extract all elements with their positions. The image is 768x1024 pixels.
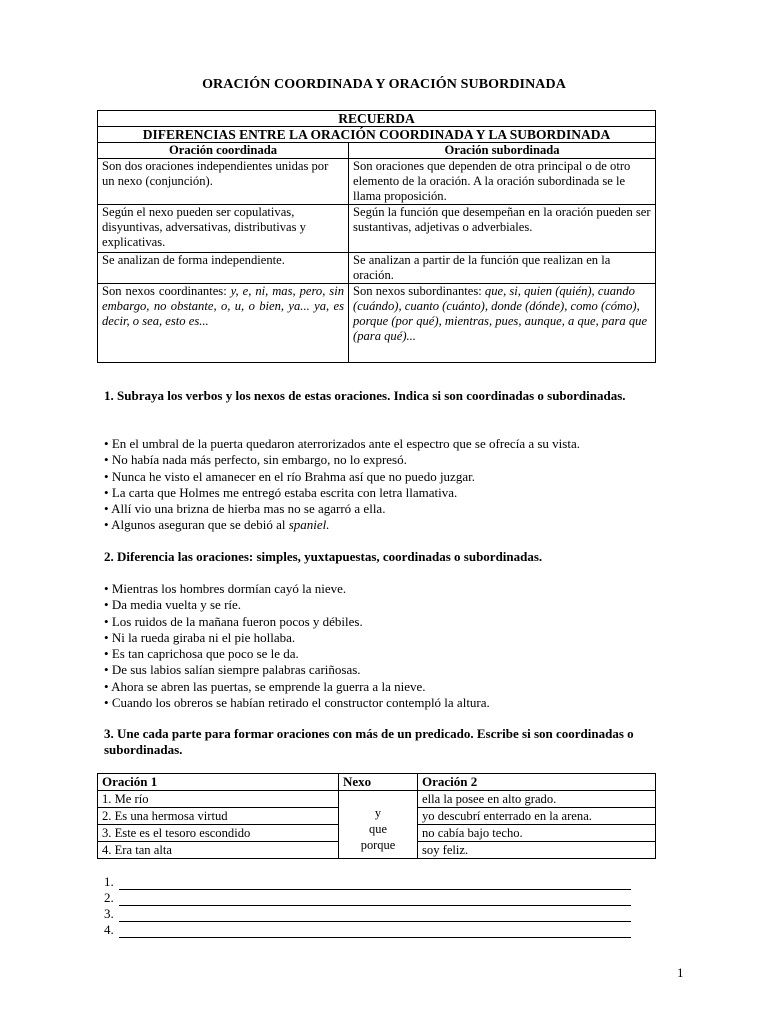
bullet: • bbox=[104, 581, 109, 596]
bullet: • bbox=[104, 646, 109, 662]
list-item bbox=[104, 581, 704, 597]
list-item bbox=[104, 630, 704, 646]
answer-rule bbox=[119, 909, 631, 922]
sentence-italic: spaniel. bbox=[288, 517, 330, 533]
sentence: En el umbral de la puerta quedaron aterrorizados ante el espectro que se ofrecía a su vista. bbox=[111, 436, 580, 451]
nexo-option: y bbox=[374, 805, 382, 820]
oracion-2-cell: yo descubrí enterrado en la arena. bbox=[418, 808, 656, 825]
oracion-1-cell: 1. Me río bbox=[98, 791, 339, 808]
table-row bbox=[98, 205, 656, 253]
sentence: No había nada más perfecto, sin embargo, no lo expresó. bbox=[111, 452, 407, 468]
answer-line[interactable] bbox=[104, 874, 631, 890]
bullet: • bbox=[104, 678, 109, 694]
recuerda-table bbox=[97, 110, 656, 363]
bullet: • bbox=[104, 597, 109, 613]
bullet: • bbox=[104, 452, 109, 468]
list-item bbox=[104, 485, 704, 501]
sentence: Es tan caprichosa que poco se le da. bbox=[111, 646, 299, 662]
column-header-coordinada: Oración coordinada bbox=[98, 143, 349, 159]
answer-number: 2. bbox=[104, 890, 114, 905]
list-item bbox=[104, 662, 704, 678]
nexo-option: que bbox=[369, 821, 387, 836]
sentence: De sus labios salían siempre palabras cariñosas. bbox=[111, 662, 361, 678]
cell-coordinada: Se analizan de forma independiente. bbox=[98, 253, 349, 284]
list-item bbox=[104, 679, 704, 695]
page-number: 1 bbox=[677, 965, 684, 980]
list-item bbox=[104, 436, 704, 452]
oracion-2-cell: ella la posee en alto grado. bbox=[418, 791, 656, 808]
table-row bbox=[98, 284, 656, 363]
bullet: • bbox=[104, 468, 109, 484]
sentence: Da media vuelta y se ríe. bbox=[111, 597, 242, 613]
exercise-3-title: 3. Une cada parte para formar oraciones con más de un predicado. Escribe si son coordinadas o subordinadas. bbox=[104, 726, 634, 757]
oracion-1-cell: 2. Es una hermosa virtud bbox=[98, 808, 339, 825]
cell-coordinada bbox=[98, 284, 349, 363]
answer-rule bbox=[119, 877, 631, 890]
oracion-2-cell: no cabía bajo techo. bbox=[418, 825, 656, 842]
answer-line[interactable] bbox=[104, 922, 631, 938]
exercise-3-table bbox=[97, 773, 656, 859]
answer-rule bbox=[119, 893, 631, 906]
table-row bbox=[98, 159, 656, 205]
sentence: Allí vio una brizna de hierba mas no se agarró a ella. bbox=[111, 501, 386, 517]
exercise-2-list bbox=[104, 581, 704, 711]
column-header-subordinada: Oración subordinada bbox=[349, 143, 656, 159]
exercise-2-title: 2. Diferencia las oraciones: simples, yuxtapuestas, coordinadas o subordinadas. bbox=[104, 549, 543, 564]
list-item bbox=[104, 695, 704, 711]
page-title: ORACIÓN COORDINADA Y ORACIÓN SUBORDINADA bbox=[202, 77, 566, 92]
bullet: • bbox=[104, 695, 109, 711]
sentence: Los ruidos de la mañana fueron pocos y débiles. bbox=[111, 613, 363, 629]
list-item bbox=[104, 597, 704, 613]
recuerda-heading: RECUERDA bbox=[98, 111, 656, 127]
answer-rule bbox=[119, 925, 631, 938]
bullet: • bbox=[104, 662, 109, 678]
answer-number: 3. bbox=[104, 906, 114, 921]
column-header-oracion-1: Oración 1 bbox=[98, 774, 339, 791]
nexos-label: Son nexos coordinantes: bbox=[102, 284, 231, 298]
answer-number: 4. bbox=[104, 922, 114, 937]
cell-subordinada bbox=[349, 284, 656, 363]
answer-line[interactable] bbox=[104, 906, 631, 922]
list-item bbox=[104, 469, 704, 485]
sentence: Mientras los hombres dormían cayó la nieve. bbox=[111, 581, 347, 596]
bullet: • bbox=[104, 629, 109, 645]
exercise-1-title: 1. Subraya los verbos y los nexos de estas oraciones. Indica si son coordinadas o subordinadas. bbox=[104, 388, 626, 403]
answer-line[interactable] bbox=[104, 890, 631, 906]
recuerda-subheading: DIFERENCIAS ENTRE LA ORACIÓN COORDINADA Y LA SUBORDINADA bbox=[98, 127, 656, 143]
nexo-cell bbox=[339, 791, 418, 859]
exercise-1-list bbox=[104, 436, 704, 534]
column-header-oracion-2: Oración 2 bbox=[418, 774, 656, 791]
nexos-list: y, e, ni, mas, pero, sin embargo, no obstante, o, u, o bien, ya... ya, es decir, o sea, esto es... bbox=[102, 284, 344, 328]
list-item bbox=[104, 501, 704, 517]
bullet: • bbox=[104, 501, 109, 517]
answer-number: 1. bbox=[104, 874, 114, 889]
list-item bbox=[104, 452, 704, 468]
oracion-2-cell: soy feliz. bbox=[418, 842, 656, 859]
sentence: Ni la rueda giraba ni el pie hollaba. bbox=[111, 629, 296, 645]
bullet: • bbox=[104, 517, 109, 533]
oracion-1-cell: 3. Este es el tesoro escondido bbox=[98, 825, 339, 842]
sentence: La carta que Holmes me entregó estaba escrita con letra llamativa. bbox=[111, 484, 458, 500]
cell-subordinada: Se analizan a partir de la función que realizan en la oración. bbox=[349, 253, 656, 284]
nexos-list: que, si, quien (quién), cuando (cuándo), cuanto (cuánto), donde (dónde), como (cómo), porque (por qué), mientras, pues, aunque, a que, para que (para qué)... bbox=[353, 284, 648, 343]
bullet: • bbox=[104, 613, 109, 629]
bullet: • bbox=[104, 436, 109, 451]
cell-subordinada: Según la función que desempeñan en la oración pueden ser sustantivas, adjetivas o adverbiales. bbox=[349, 205, 656, 253]
nexo-option: porque bbox=[360, 837, 396, 852]
answer-lines bbox=[104, 874, 631, 938]
nexos-label: Son nexos subordinantes: bbox=[353, 284, 485, 298]
table-row bbox=[98, 253, 656, 284]
bullet: • bbox=[104, 484, 109, 500]
list-item bbox=[104, 517, 704, 533]
cell-coordinada: Son dos oraciones independientes unidas por un nexo (conjunción). bbox=[98, 159, 349, 205]
list-item bbox=[104, 646, 704, 662]
cell-subordinada: Son oraciones que dependen de otra principal o de otro elemento de la oración. A la oración subordinada se le llama proposición. bbox=[349, 159, 656, 205]
oracion-1-cell: 4. Era tan alta bbox=[98, 842, 339, 859]
sentence: Nunca he visto el amanecer en el río Brahma así que no puedo juzgar. bbox=[111, 468, 475, 484]
sentence: Ahora se abren las puertas, se emprende la guerra a la nieve. bbox=[111, 678, 426, 694]
sentence: Algunos aseguran que se debió al bbox=[111, 517, 289, 533]
table-row bbox=[98, 791, 656, 808]
list-item bbox=[104, 614, 704, 630]
cell-coordinada: Según el nexo pueden ser copulativas, disyuntivas, adversativas, distributivas y explicativas. bbox=[98, 205, 349, 253]
sentence: Cuando los obreros se habían retirado el constructor contempló la altura. bbox=[111, 695, 490, 711]
column-header-nexo: Nexo bbox=[339, 774, 418, 791]
